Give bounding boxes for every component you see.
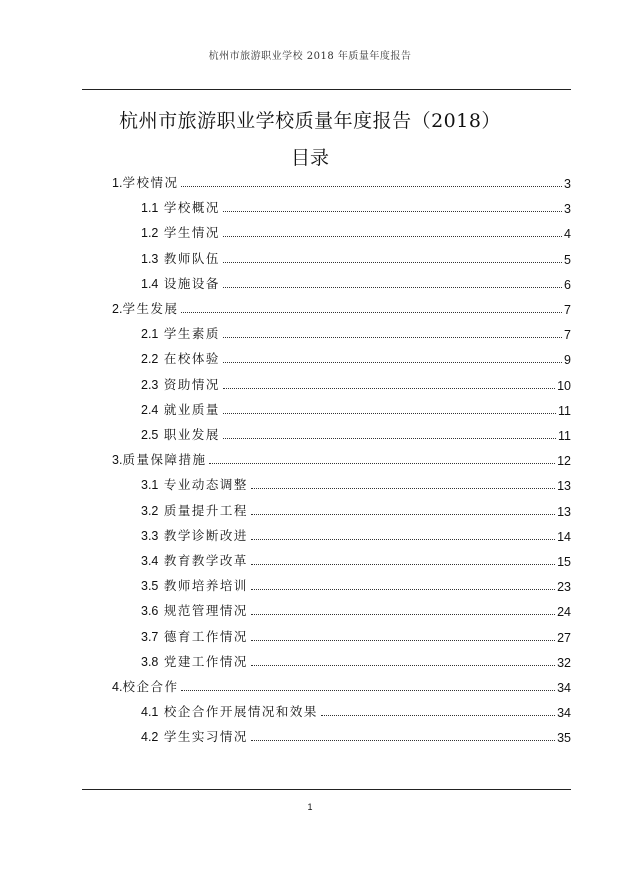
toc-entry[interactable] [141,322,571,342]
toc-entry-title: 学校概况 [163,200,220,216]
toc-entry-page: 4 [564,227,571,242]
toc-entry-page: 27 [557,630,571,645]
toc-entry-label [112,173,178,191]
toc-dot-leader [251,640,555,641]
toc-entry[interactable] [141,625,571,645]
toc-dot-leader [223,287,562,288]
toc-entry-page: 5 [564,252,571,267]
running-header: 杭州市旅游职业学校 2018 年质量年度报告 [208,51,412,62]
toc-entry-title: 职业发展 [163,427,220,442]
toc-entry-title: 学生实习情况 [163,729,248,745]
toc-entry-label [141,702,318,720]
toc-entry-page: 9 [564,353,571,368]
toc-entry-page: 6 [564,277,571,292]
toc-entry[interactable] [141,650,571,670]
toc-entry-title: 教师队伍 [163,250,220,266]
toc-entry[interactable] [141,574,571,594]
toc-entry-page: 11 [558,403,571,418]
toc-entry-page: 3 [564,177,571,191]
toc-entry-page: 35 [557,731,571,746]
toc-entry-number: 2.2 [141,352,159,367]
toc-entry-number: 1.2 [141,226,159,241]
toc-entry[interactable] [141,700,571,720]
toc-entry-number: 3.1 [141,478,159,493]
toc-entry[interactable] [141,549,571,569]
toc-entry[interactable] [112,675,571,695]
toc-entry-number: 2. [112,302,123,316]
toc-entry-number: 4.1 [141,705,159,720]
toc-entry-label [141,551,248,569]
toc-entry-title: 设施设备 [163,275,220,291]
toc-entry-title: 学生情况 [163,225,220,241]
toc-entry-label [141,627,248,645]
toc-entry[interactable] [141,524,571,544]
toc-dot-leader [223,337,562,338]
toc-entry-number: 1.1 [141,201,159,216]
header-rule [82,89,571,90]
toc-entry-title: 校企合作开展情况和效果 [163,704,318,720]
toc-dot-leader [223,211,562,212]
toc-entry-number: 4.2 [141,730,159,745]
toc-entry[interactable] [141,499,571,519]
toc-entry-title: 专业动态调整 [163,477,248,493]
toc-dot-leader [223,413,556,414]
toc-dot-leader [251,614,555,615]
toc-entry-page: 3 [564,202,571,217]
toc-entry-number: 4. [112,680,123,694]
toc-entry-title: 质量提升工程 [163,502,248,518]
toc-entry-number: 3.5 [141,579,159,594]
toc-entry-label [141,425,220,443]
toc-entry-label [112,677,178,695]
toc-entry-number: 3.2 [141,503,159,518]
footer-rule [82,789,571,790]
toc-entry[interactable] [141,473,571,493]
toc-entry-page: 10 [557,378,571,393]
report-title: 杭州市旅游职业学校质量年度报告（2018） [119,110,501,132]
toc-dot-leader [223,262,562,263]
toc-entry-number: 1.4 [141,276,159,291]
toc-entry[interactable] [141,373,571,393]
toc-entry-title: 党建工作情况 [163,653,248,669]
toc-entry-page: 34 [557,706,571,721]
toc-entry[interactable] [112,297,571,317]
toc-entry-label [141,349,220,367]
toc-entry-label [112,299,178,317]
toc-entry-page: 15 [557,555,571,569]
toc-dot-leader [251,564,555,565]
toc-entry[interactable] [141,247,571,267]
toc-entry-label [141,576,248,594]
toc-entry-number: 2.4 [141,402,159,417]
toc-dot-leader [251,589,555,590]
toc-entry-label [141,501,248,519]
toc-entry-page: 24 [557,605,571,620]
toc-dot-leader [251,488,555,489]
toc-dot-leader [223,388,555,389]
page-number: 1 [307,802,313,812]
toc-entry-number: 3.4 [141,554,159,568]
toc-entry-page: 23 [557,580,571,595]
toc-entry-page: 7 [564,328,571,343]
toc-entry-title: 学生素质 [163,326,220,342]
toc-entry[interactable] [112,448,571,468]
toc-dot-leader [251,539,555,540]
toc-entry-title: 教师培养培训 [163,578,248,594]
toc-entry-title: 教学诊断改进 [163,527,248,543]
toc-entry-page: 14 [557,529,571,544]
toc-entry-number: 2.1 [141,327,159,342]
toc-entry-label [141,223,220,241]
toc-entry-label [141,249,220,267]
toc-entry[interactable] [141,398,571,418]
toc-entry-title: 规范管理情况 [163,603,248,619]
toc-entry-page: 11 [558,429,571,443]
toc-entry-label [141,198,220,216]
toc-entry-title: 资助情况 [163,376,220,392]
toc-entry-label [141,652,248,670]
toc-entry[interactable] [141,272,571,292]
toc-entry-page: 32 [557,655,571,670]
toc-entry[interactable] [141,221,571,241]
toc-entry-label [112,450,206,468]
toc-entry[interactable] [141,599,571,619]
toc-dot-leader [251,740,555,741]
toc-dot-leader [251,665,555,666]
toc-entry-number: 2.3 [141,377,159,392]
toc-entry-title: 在校体验 [163,351,220,367]
toc-dot-leader [223,362,562,363]
toc-entry-page: 13 [557,504,571,519]
toc-entry-number: 1.3 [141,251,159,266]
toc-entry-title: 校企合作 [122,679,179,694]
toc-entry-label [141,400,220,418]
toc-entry-label [141,601,248,619]
toc-dot-leader [181,690,555,691]
toc-entry-number: 3.8 [141,654,159,669]
toc-dot-leader [209,463,555,464]
toc-entry-label [141,727,248,745]
toc-entry-number: 3.7 [141,629,159,644]
toc-entry-label [141,526,248,544]
toc-entry[interactable] [141,725,571,745]
toc-entry-number: 2.5 [141,428,159,442]
toc-heading: 目录 [290,147,329,169]
toc-entry[interactable] [141,423,571,443]
toc-entry-number: 3.3 [141,528,159,543]
toc-entry-number: 1. [112,176,123,190]
toc-dot-leader [223,438,556,439]
toc-entry-title: 学生发展 [122,301,179,316]
toc-entry-title: 质量保障措施 [122,452,207,468]
toc-dot-leader [223,236,562,237]
toc-entry[interactable] [112,171,571,191]
toc-dot-leader [321,715,555,716]
toc-entry-number: 3. [112,453,123,468]
toc-entry-page: 7 [564,303,571,317]
toc-entry[interactable] [141,347,571,367]
toc-entry-label [141,274,220,292]
toc-entry-title: 就业质量 [163,401,220,417]
toc-entry-label [141,324,220,342]
toc-entry-page: 12 [557,454,571,469]
toc-entry-page: 34 [557,681,571,695]
toc-entry-title: 学校情况 [122,175,179,190]
toc-entry-label [141,475,248,493]
toc-dot-leader [181,312,562,313]
toc-dot-leader [181,186,562,187]
toc-entry-title: 德育工作情况 [163,628,248,644]
toc-entry-page: 13 [557,479,571,494]
toc-entry-number: 3.6 [141,604,159,619]
toc-entry-title: 教育教学改革 [163,553,248,568]
toc-entry[interactable] [141,196,571,216]
toc-dot-leader [251,514,555,515]
toc-entry-label [141,375,220,393]
